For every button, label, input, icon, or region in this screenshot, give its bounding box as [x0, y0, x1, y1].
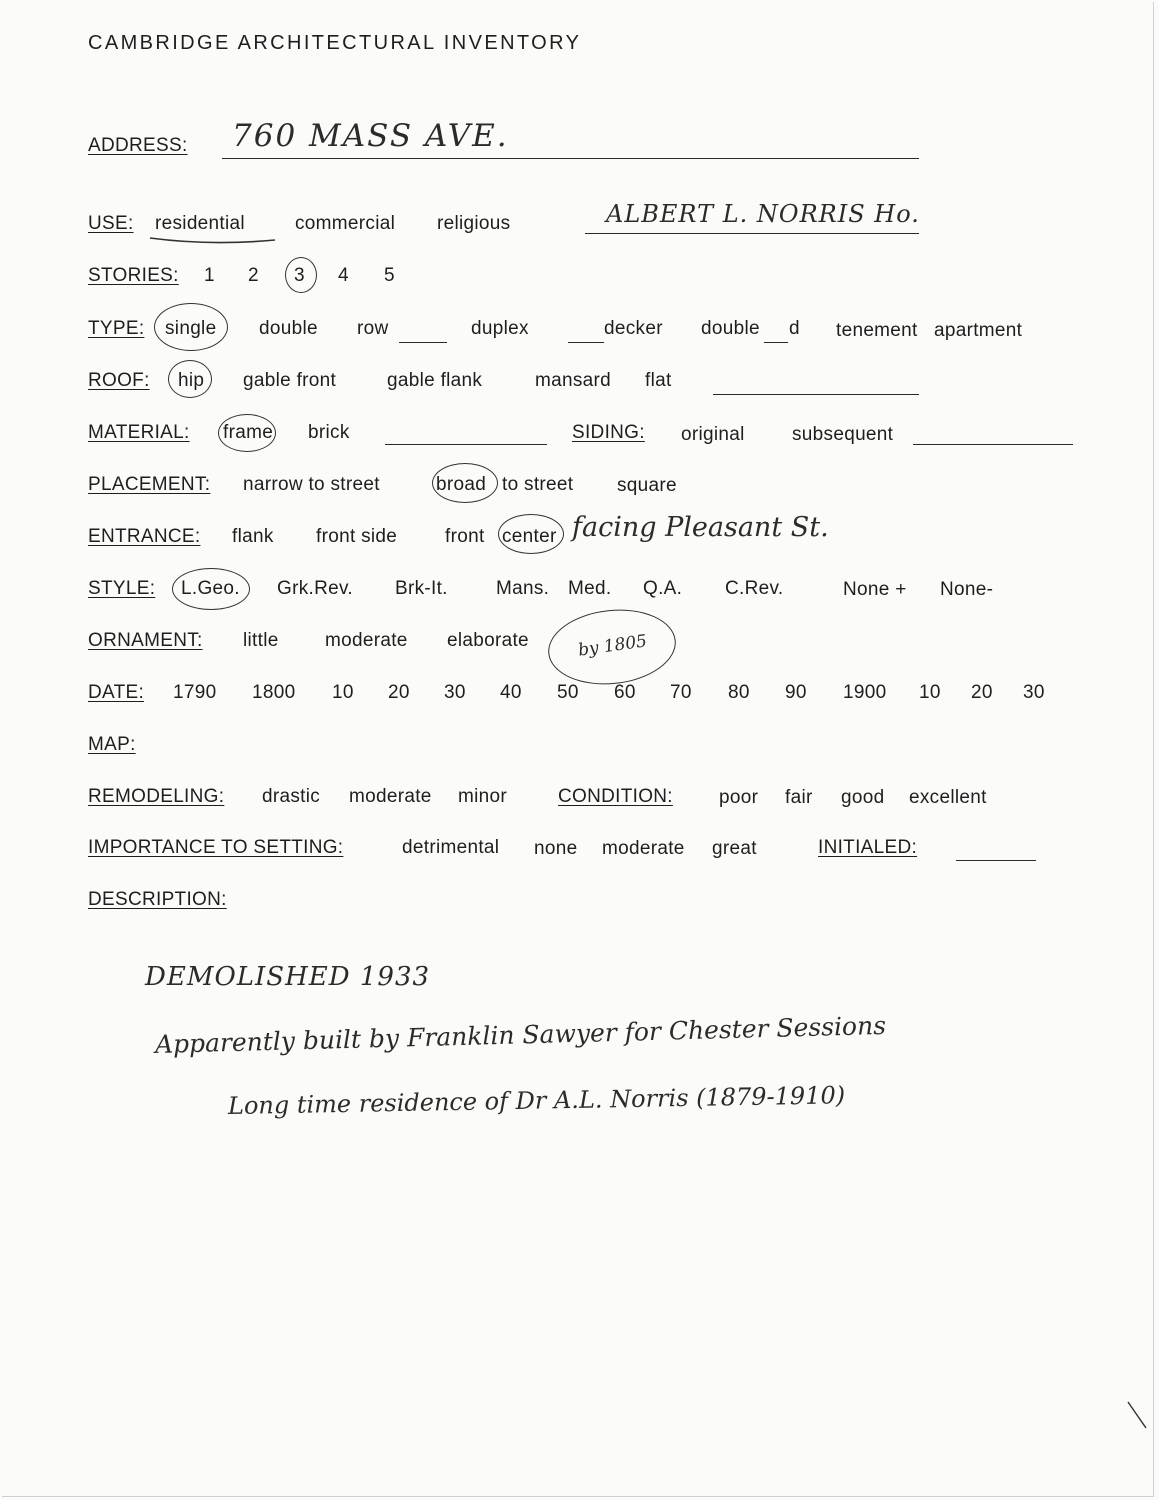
- ornament-moderate[interactable]: moderate: [325, 630, 408, 651]
- type-single[interactable]: single: [165, 318, 217, 339]
- condition-label: CONDITION:: [558, 786, 673, 807]
- ornament-label: ORNAMENT:: [88, 630, 203, 651]
- placement-square[interactable]: square: [617, 475, 677, 496]
- initialed-label: INITIALED:: [818, 837, 918, 858]
- type-row[interactable]: row: [357, 318, 389, 339]
- use-commercial[interactable]: commercial: [295, 213, 396, 234]
- map-label: MAP:: [88, 734, 136, 755]
- date-1910[interactable]: 10: [919, 682, 941, 703]
- placement-label: PLACEMENT:: [88, 474, 211, 495]
- entrance-label: ENTRANCE:: [88, 526, 201, 547]
- roof-gable-flank[interactable]: gable flank: [387, 370, 483, 391]
- remodeling-label: REMODELING:: [88, 786, 225, 807]
- type-d[interactable]: d: [789, 318, 800, 339]
- date-1880[interactable]: 80: [728, 682, 750, 703]
- ornament-note[interactable]: by 1805: [576, 631, 649, 661]
- roof-mansard[interactable]: mansard: [535, 370, 612, 391]
- ornament-little[interactable]: little: [243, 630, 279, 651]
- material-brick[interactable]: brick: [308, 422, 350, 443]
- style-c-rev[interactable]: C.Rev.: [725, 578, 784, 599]
- style-label: STYLE:: [88, 578, 156, 599]
- remodeling-minor[interactable]: minor: [458, 786, 508, 807]
- date-1810[interactable]: 10: [332, 682, 354, 703]
- condition-poor[interactable]: poor: [719, 787, 759, 808]
- siding-label: SIDING:: [572, 422, 645, 443]
- type-decker[interactable]: decker: [604, 318, 663, 339]
- importance-none[interactable]: none: [534, 838, 578, 859]
- style-brk-it[interactable]: Brk-It.: [395, 578, 448, 599]
- entrance-front: front: [445, 526, 485, 547]
- condition-good[interactable]: good: [841, 787, 885, 808]
- remodeling-moderate[interactable]: moderate: [349, 786, 432, 807]
- date-1800[interactable]: 1800: [252, 682, 296, 703]
- date-1850[interactable]: 50: [557, 682, 579, 703]
- roof-gable-front[interactable]: gable front: [243, 370, 337, 391]
- stories-2[interactable]: 2: [248, 265, 259, 286]
- description-residence[interactable]: Long time residence of Dr A.L. Norris (1879-1910): [227, 1081, 846, 1120]
- description-built-by[interactable]: Apparently built by Franklin Sawyer for Chester Sessions: [154, 1010, 887, 1059]
- siding-subsequent[interactable]: subsequent: [792, 424, 894, 445]
- roof-hip[interactable]: hip: [178, 370, 205, 391]
- style-grk-rev[interactable]: Grk.Rev.: [277, 578, 353, 599]
- placement-to-street: to street: [502, 474, 574, 495]
- material-label: MATERIAL:: [88, 422, 190, 443]
- style-none-plus[interactable]: None +: [843, 579, 907, 600]
- description-label: DESCRIPTION:: [88, 889, 227, 910]
- type-double[interactable]: double: [259, 318, 318, 339]
- description-demolished[interactable]: DEMOLISHED 1933: [145, 962, 431, 992]
- use-note[interactable]: ALBERT L. NORRIS Ho.: [606, 200, 920, 228]
- type-label: TYPE:: [88, 318, 145, 339]
- importance-label: IMPORTANCE TO SETTING:: [88, 837, 344, 858]
- date-1920[interactable]: 20: [971, 682, 993, 703]
- use-religious[interactable]: religious: [437, 213, 511, 234]
- style-med[interactable]: Med.: [568, 578, 612, 599]
- date-1820[interactable]: 20: [388, 682, 410, 703]
- date-1860[interactable]: 60: [614, 682, 636, 703]
- date-1900[interactable]: 1900: [843, 682, 887, 703]
- date-1830[interactable]: 30: [444, 682, 466, 703]
- roof-flat[interactable]: flat: [645, 370, 672, 391]
- entrance-center[interactable]: center: [502, 526, 557, 547]
- type-duplex[interactable]: duplex: [471, 318, 529, 339]
- style-none-minus[interactable]: None-: [940, 579, 994, 600]
- entrance-flank[interactable]: flank: [232, 526, 274, 547]
- material-frame[interactable]: frame: [223, 422, 274, 443]
- type-tenement[interactable]: tenement: [836, 320, 918, 341]
- entrance-note[interactable]: facing Pleasant St.: [572, 512, 829, 543]
- placement-narrow[interactable]: narrow to street: [243, 474, 380, 495]
- condition-excellent[interactable]: excellent: [909, 787, 987, 808]
- type-apartment[interactable]: apartment: [934, 320, 1023, 341]
- stories-1[interactable]: 1: [204, 265, 215, 286]
- condition-fair[interactable]: fair: [785, 787, 813, 808]
- remodeling-drastic[interactable]: drastic: [262, 786, 321, 807]
- use-residential[interactable]: residential: [155, 213, 245, 234]
- corner-pencil-mark: [1128, 1402, 1146, 1428]
- style-qa[interactable]: Q.A.: [643, 578, 683, 599]
- date-1870[interactable]: 70: [670, 682, 692, 703]
- importance-detrimental[interactable]: detrimental: [402, 837, 500, 858]
- siding-original[interactable]: original: [681, 424, 745, 445]
- ornament-elaborate[interactable]: elaborate: [447, 630, 529, 651]
- date-1790[interactable]: 1790: [173, 682, 217, 703]
- importance-moderate[interactable]: moderate: [602, 838, 685, 859]
- style-l-geo[interactable]: L.Geo.: [181, 578, 240, 599]
- importance-great[interactable]: great: [712, 838, 757, 859]
- stories-5[interactable]: 5: [384, 265, 395, 286]
- address-value[interactable]: 760 MASS AVE.: [232, 118, 509, 154]
- date-1840[interactable]: 40: [500, 682, 522, 703]
- use-label: USE:: [88, 213, 134, 234]
- roof-label: ROOF:: [88, 370, 150, 391]
- date-1890[interactable]: 90: [785, 682, 807, 703]
- residential-underline-mark: [150, 238, 275, 243]
- date-label: DATE:: [88, 682, 145, 703]
- form-title: CAMBRIDGE ARCHITECTURAL INVENTORY: [88, 32, 582, 54]
- stories-4[interactable]: 4: [338, 265, 349, 286]
- stories-label: STORIES:: [88, 265, 179, 286]
- type-double-decker[interactable]: double: [701, 318, 760, 339]
- date-1930[interactable]: 30: [1023, 682, 1045, 703]
- entrance-front-side[interactable]: front side: [316, 526, 398, 547]
- style-mans[interactable]: Mans.: [496, 578, 550, 599]
- stories-3[interactable]: 3: [294, 265, 305, 286]
- placement-broad[interactable]: broad: [436, 474, 487, 495]
- address-label: ADDRESS:: [88, 135, 188, 156]
